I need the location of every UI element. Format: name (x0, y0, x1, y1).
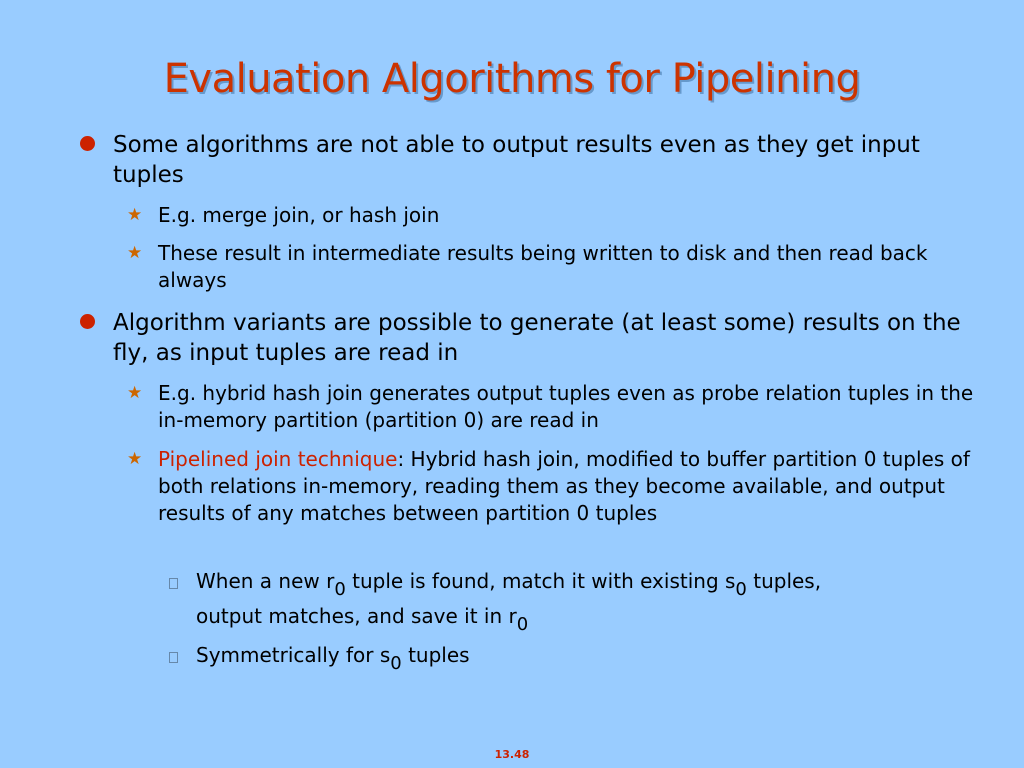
square-bullet-icon (169, 578, 178, 589)
subscript: 0 (516, 614, 529, 635)
subbullet-text: E.g. hybrid hash join generates output tuples even as probe relation tuples in the in-memory partition (partition 0) are read in (158, 381, 974, 432)
star-bullet-icon: ★ (127, 449, 143, 469)
circle-bullet-icon (80, 136, 95, 151)
slide-title: Evaluation Algorithms for Pipelining (163, 56, 861, 102)
square-bullet-icon (169, 652, 178, 663)
subbullet-pipelined-join (158, 446, 978, 527)
bullet-text: Some algorithms are not able to output results even as they get input tuples (113, 132, 920, 188)
text-part: When a new r (196, 569, 335, 593)
sub-subbullet-s0 (196, 638, 976, 673)
text-part: tuples, (746, 569, 822, 593)
bullet-text: Algorithm variants are possible to generate (at least some) results on the fly, as input tuples are read in (113, 310, 961, 366)
subbullet-text: E.g. merge join, or hash join (158, 203, 440, 227)
page-number: 13.48 (494, 748, 530, 761)
text-part: output matches, and save it in r (196, 604, 517, 628)
sub-subbullet-r0 (196, 564, 976, 634)
subscript: 0 (390, 653, 402, 674)
text-part: tuples (401, 643, 470, 667)
subbullet-text: : Hybrid hash join, modified to buffer partition 0 tuples of both relations in-memory, reading them as they become available, and output results of any matches between partition 0 tuples (158, 447, 970, 525)
subscript: 0 (334, 579, 346, 600)
circle-bullet-icon (80, 314, 95, 329)
subscript: 0 (735, 579, 747, 600)
star-bullet-icon: ★ (127, 205, 143, 225)
star-bullet-icon: ★ (127, 243, 143, 263)
star-bullet-icon: ★ (127, 383, 143, 403)
highlight-term: Pipelined join technique (158, 447, 398, 471)
subbullet-text: These result in intermediate results being written to disk and then read back always (158, 241, 928, 292)
text-part: tuple is found, match it with existing s (345, 569, 736, 593)
text-part: Symmetrically for s (196, 643, 391, 667)
